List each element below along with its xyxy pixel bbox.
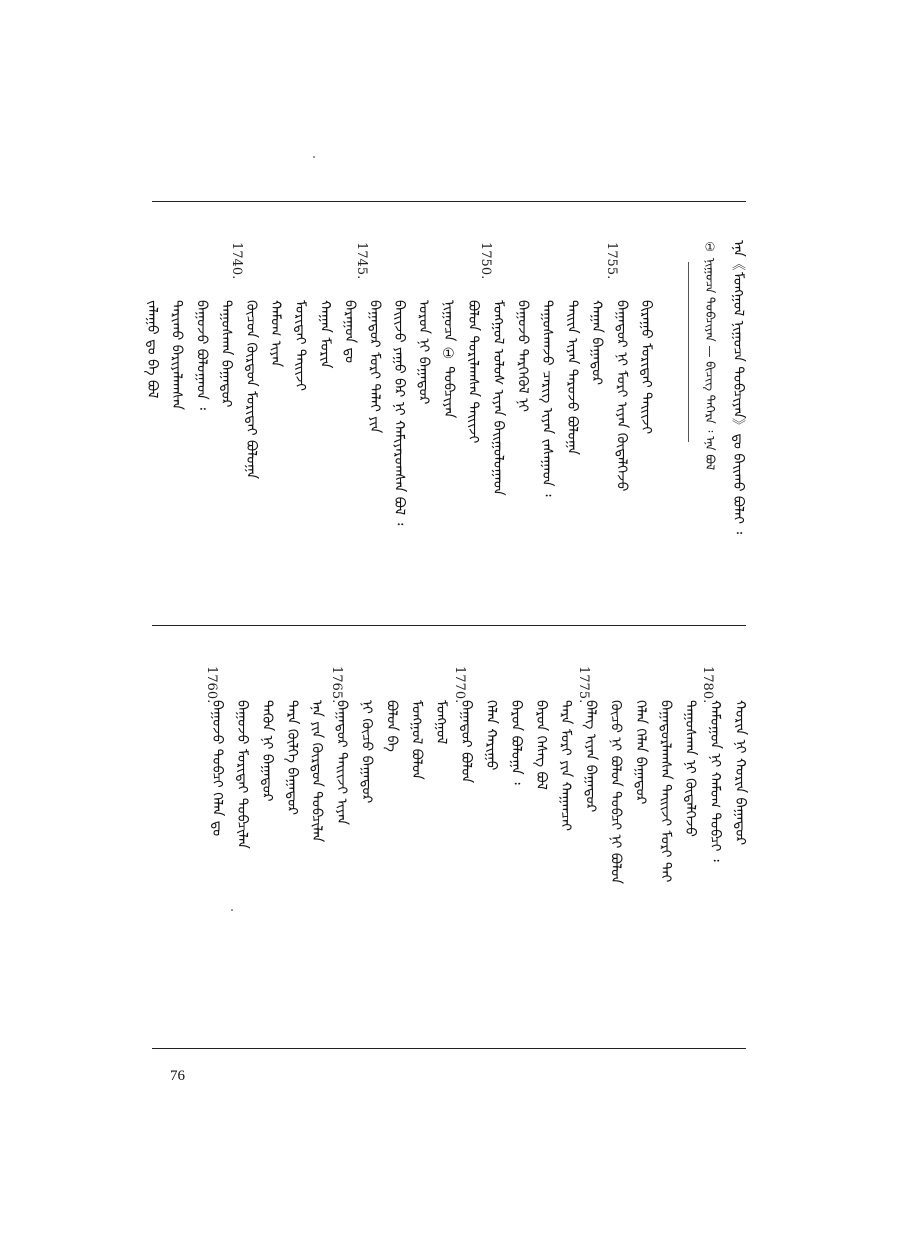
text-line [531,700,551,1020]
text-line [340,300,360,600]
text-line-content: ᠮᠣᠩᠭᠣᠯ [433,700,450,745]
text-line-content: ᠪᠠᠭᠠᠲᠤᠷ ᠲᠠᠢᠢᠵᠢ ᠢᠶᠡᠨ [333,700,350,825]
text-line [655,700,675,1020]
text-line-content: ᠲᠡᠭᠦᠨ ᠨᠢ ᠪᠠᠭᠠᠲᠤᠷ [258,700,275,802]
text-line [207,700,227,1020]
text-line-content: ᠪᠠᠷᠠᠭᠤᠨ ᠳᠤ [341,300,358,364]
line-number-1750: 1750. [478,242,493,280]
line-number-1745: 1745. [354,242,369,280]
text-line [537,300,557,600]
line-number-1740: 1740. [229,242,244,280]
text-line [167,300,187,600]
scan-speck [231,909,233,911]
text-line-content: ᠪᠠᠭᠤᠵᠤ ᠮᠣᠷᠢᠳᠠᠢ ᠲᠣᠪᠴᠢᠯᠠᠨ [234,700,250,849]
text-line [556,700,576,1020]
text-line-content: ᠮᠣᠩᠭᠣᠯ ᠪᠣᠯᠤᠨ [408,700,425,780]
footnote-line-2: ① ᠨᠢᠭᠤᠴᠠ ᠲᠣᠪᠴᠢᠶᠠᠨ — ᠪᠢᠴᠢᠭ ᠳᠡᠭᠡᠷᠡ ᠄ ᠡᠨᠡ ᠪᠣᠯ [703,240,717,471]
text-line-content: ᠡᠨᠡ ᠶᠢᠨ ᠬᠦᠷᠳᠦᠨ ᠲᠣᠪᠴᠢᠯᠠᠨ [308,700,325,843]
text-line [630,700,650,1020]
scan-speck [313,156,315,158]
text-line-content: ᠬᠠᠮᠤᠭᠤᠨ ᠨᠢ ᠬᠠᠮᠤᠭ ᠲᠣᠪᠴᠢ ᠄ [707,700,724,862]
text-line-content: ᠲᠡᠷᠡ ᠬᠥᠯᠭᠡ ᠪᠠᠭᠠᠲᠤᠷ [283,700,300,816]
line-number-1760: 1760. [204,666,219,704]
text-line-content: ᠬᠦᠴᠦᠨ ᠬᠦᠷᠳᠦᠨ ᠮᠣᠷᠢᠳᠠᠢ ᠪᠣᠯᠤᠭᠠ [242,300,259,480]
text-line [456,700,476,1020]
text-line-content: ᠬᠠᠭᠠᠨ ᠮᠣᠷᠢᠨ [316,300,333,369]
top-rule [152,201,746,202]
text-line-content: ᠪᠠᠭᠠᠲᠤᠷ ᠮᠣᠷᠢ ᠳᠠᠯᠠᠢ ᠶᠢᠨ [366,300,383,434]
text-line-content: ᠪᠠᠷᠤᠨ ᠬᠡᠰᠡᠭ ᠪᠣᠯ [532,700,549,790]
text-line [381,700,401,1020]
text-line [232,700,252,1020]
text-line [611,300,631,600]
text-line [315,300,335,600]
text-line-content: ᠪᠠᠭᠠᠲᠤᠷᠯᠠᠭᠰᠠᠨ ᠲᠠᠢᠢᠵᠢ ᠮᠣᠷᠢ ᠲᠠᠢ [657,700,674,883]
text-line-content: ᠪᠠᠢᠢᠵᠤ ᠶᠠᠭᠤ ᠪᠡᠷ ᠨᠢ ᠬᠠᠮᠢᠶᠠᠷᠤᠭᠰᠠᠨ ᠪᠣᠯ ᠄ [391,300,407,526]
text-line-content: ᠮᠣᠩᠭᠣᠯ ᠤᠯᠤᠰ ᠢᠶᠠᠨ ᠪᠠᠢᠭᠤᠯᠤᠭᠠᠳ [489,300,506,496]
text-line [506,700,526,1020]
bottom-rule [152,1048,746,1049]
text-line-content: ᠬᠡᠯᠡᠨ ᠬᠠᠷᠢᠭᠤ [483,700,499,771]
text-line-content: ᠬᠣᠷᠢᠨ ᠨᠢ ᠬᠣᠷᠢᠨ ᠪᠠᠭᠠᠲᠤᠷ [732,700,748,846]
text-line [438,300,458,600]
text-line-content: ᠳᠠᠭᠤᠰᠬᠠᠵᠤ ᠴᠡᠷᠢᠭ ᠢᠶᠡᠨ ᠵᠠᠰᠠᠭᠠᠳ ᠄ [539,300,556,497]
text-line-content: ᠨᠢᠭᠤᠴᠠ ① ᠲᠣᠪᠴᠢᠶᠠᠨ [440,300,457,419]
text-line-content: ᠨᠢ ᠬᠦᠴᠦ ᠪᠠᠭᠠᠲᠤᠷ [358,700,375,804]
text-line [562,300,582,600]
text-line [142,300,162,600]
text-line [513,300,533,600]
text-line [266,300,286,600]
text-line-content: ᠪᠡᠯᠡᠭ ᠢᠶᠡᠨ ᠪᠠᠭᠠᠲᠤᠷ [582,700,599,813]
text-line-content: ᠪᠣᠯᠤᠨ ᠲᠣᠷᠢᠯᠠᠭᠰᠠᠨ ᠲᠠᠢᠢᠵᠢ [465,300,482,444]
text-line-content: ᠳᠠᠢᠢᠨ ᠢᠶᠠᠨ ᠳᠠᠷᠤᠵᠤ ᠪᠣᠯᠤᠭᠠ [563,300,580,456]
text-line [364,300,384,600]
line-number-1770: 1770. [452,666,467,704]
text-line [191,300,211,600]
text-line-content: ᠬᠠᠮᠤᠭ ᠢᠶᠠᠨ [267,300,284,368]
text-line [581,700,601,1020]
text-line [463,300,483,600]
line-number-1780: 1780. [700,666,715,704]
text-line [216,300,236,600]
text-line [488,300,508,600]
line-number-1775: 1775. [576,666,591,704]
text-line [406,700,426,1020]
text-line-content: ᠪᠠᠭᠤᠵᠤ ᠪᠣᠯᠤᠭᠠᠳ ᠄ [193,300,210,410]
text-line [730,700,750,1020]
footnote-line-1: ᠡᠨᠡ《ᠮᠣᠩᠭᠣᠯ ᠨᠢᠭᠤᠴᠠ ᠲᠣᠪᠴᠢᠶᠠᠨ》ᠳᠤ ᠪᠠᠢᠬᠤ ᠪᠣᠯᠠᠢ ᠄ [730,240,746,535]
text-line [257,700,277,1020]
text-line-content: ᠬᠠᠭᠠᠨ ᠪᠠᠭᠠᠲᠤᠷ [588,300,605,385]
text-line [636,300,656,600]
text-line-content: ᠲᠠᠷᠢᠬᠤ ᠪᠠᠷᠢᠶᠠᠯᠠᠭᠰᠠᠨ [168,300,185,410]
middle-rule [152,625,746,626]
text-line-content: ᠳᠠᠭᠤᠰᠬᠠᠨ ᠪᠠᠭᠠᠲᠤᠷ [218,300,235,408]
text-line-content: ᠪᠠᠭᠠᠲᠤᠷ ᠪᠣᠯᠤᠨ [458,700,475,784]
text-line [389,300,409,600]
text-line-content: ᠪᠠᠭᠠᠲᠤᠷ ᠨᠢ ᠮᠣᠷᠢ ᠢᠶᠠᠨ ᠬᠥᠳᠡᠯᠭᠡᠵᠦ [613,300,630,492]
text-line-content: ᠮᠣᠷᠢᠳᠠᠢ ᠲᠠᠢᠢᠵᠢ [292,300,309,392]
text-line [332,700,352,1020]
text-line [606,700,626,1020]
text-line [680,700,700,1020]
line-number-1755: 1755. [604,242,619,280]
text-line [414,300,434,600]
text-line-content: ᠪᠢᠷᠠᠭᠤ ᠮᠣᠷᠢᠳᠠᠢ ᠲᠠᠢᠢᠵᠢ [638,300,654,435]
text-line-content: ᠪᠠᠭᠤᠵᠤ ᠲᠣᠪᠴᠢ ᠬᠡᠯᠡᠨ ᠳᠤ [209,700,226,837]
text-line-content: ᠪᠣᠯᠤᠨ ᠪᠠ [383,700,400,752]
text-line [282,700,302,1020]
text-line [481,700,501,1020]
text-line-content: ᠲᠠᠭᠤᠰᠬᠠᠨ ᠨᠢ ᠬᠥᠳᠡᠯᠭᠡᠵᠦ [682,700,699,837]
text-line [587,300,607,600]
text-line [705,700,725,1020]
footnote-separator [688,262,689,442]
text-line-content: ᠬᠡᠯᠡᠨ ᠬᠡᠯᠡᠨ ᠪᠠᠭᠠᠲᠤᠷ [632,700,649,805]
line-number-1765: 1765. [329,666,344,704]
page-number: 76 [170,1068,185,1084]
text-line-content: ᠪᠠᠷᠤᠨ ᠪᠣᠯᠤᠭᠠ ᠄ [507,700,524,785]
text-line [241,300,261,600]
text-line [357,700,377,1020]
text-line-content: ᠵᠠᠯᠠᠭᠤ ᠳᠤ ᠪᠠ ᠪᠣᠯ [144,300,160,399]
text-line-content: ᠣᠷᠤᠨ ᠨᠢ ᠪᠠᠭᠠᠲᠤᠷ [415,300,432,405]
text-line [307,700,327,1020]
text-line-content: ᠪᠠᠭᠤᠵᠤ ᠲᠡᠷᠭᠡᠭᠦᠯ ᠨᠢ [514,300,531,412]
text-line [290,300,310,600]
text-line-content: ᠲᠡᠷᠡ ᠮᠣᠷᠢ ᠶᠢᠨ ᠬᠠᠭᠠᠨᠴᠠᠢ [557,700,574,831]
text-line [431,700,451,1020]
text-line-content: ᠬᠦᠴᠦ ᠨᠢ ᠪᠣᠯᠤᠨ ᠲᠣᠪᠴᠢ ᠨᠢ ᠪᠣᠯᠤᠨ [607,700,624,884]
